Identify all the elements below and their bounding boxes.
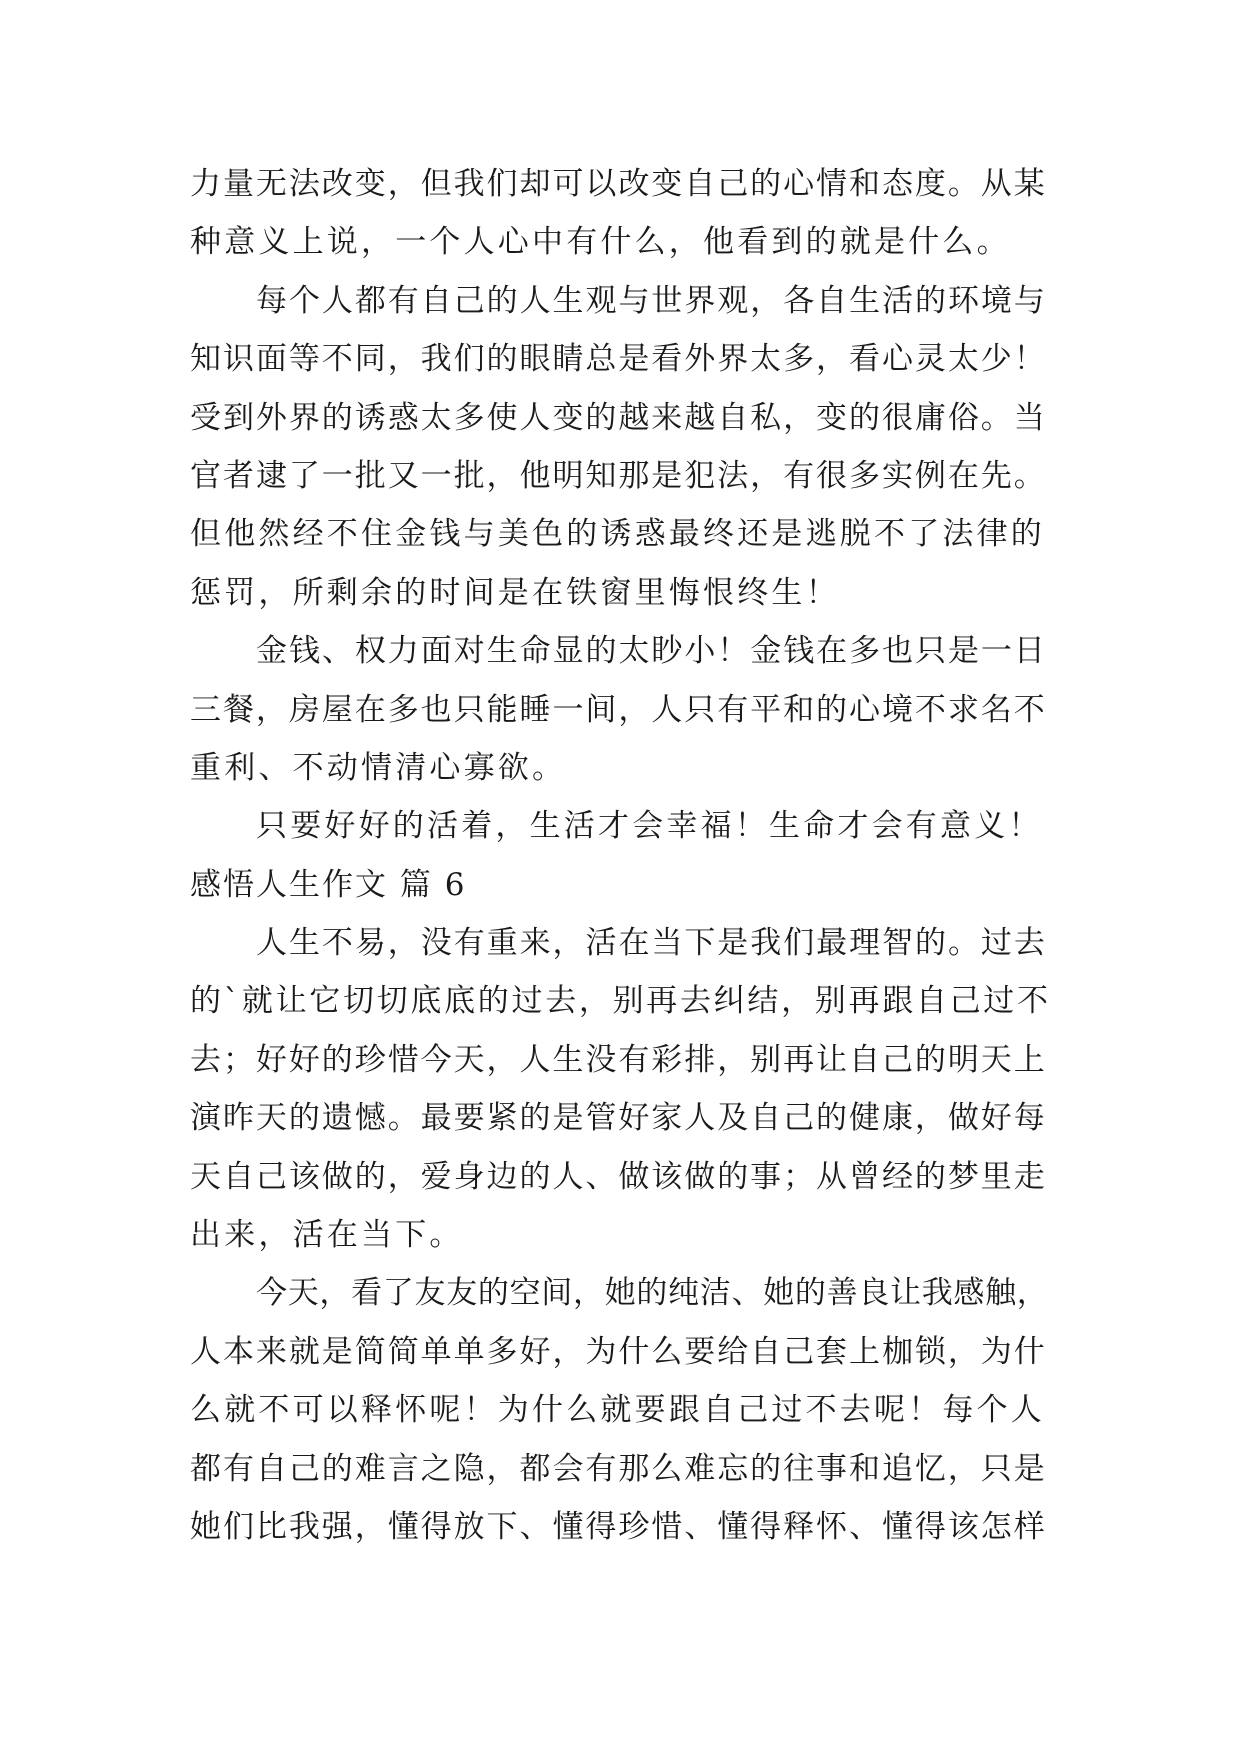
text-line: 官者逮了一批又一批，他明知那是犯法，有很多实例在先。 bbox=[190, 457, 1047, 494]
section-heading: 感悟人生作文 篇 6 bbox=[190, 866, 467, 903]
text-line: 她们比我强，懂得放下、懂得珍惜、懂得释怀、懂得该怎样 bbox=[190, 1508, 1047, 1545]
text-line: 知识面等不同，我们的眼睛总是看外界太多，看心灵太少！ bbox=[190, 341, 1047, 378]
text-line: 天自己该做的，爱身边的人、做该做的事；从曾经的梦里走 bbox=[190, 1158, 1047, 1195]
text-line: 演昨天的遗憾。最要紧的是管好家人及自己的健康，做好每 bbox=[190, 1100, 1047, 1137]
text-line: 都有自己的难言之隐，都会有那么难忘的往事和追忆，只是 bbox=[190, 1450, 1047, 1487]
text-line: 重利、不动情清心寡欲。 bbox=[190, 749, 567, 786]
text-line: 人本来就是简简单单多好，为什么要给自己套上枷锁，为什 bbox=[190, 1333, 1047, 1370]
text-line: 惩罚，所剩余的时间是在铁窗里悔恨终生！ bbox=[190, 574, 840, 611]
text-line: 但他然经不住金钱与美色的诱惑最终还是逃脱不了法律的 bbox=[190, 516, 1045, 553]
paragraph-start-line: 金钱、权力面对生命显的太眇小！金钱在多也只是一日 bbox=[256, 633, 1047, 670]
text-line: 么就不可以释怀呢！为什么就要跟自己过不去呢！每个人 bbox=[190, 1392, 1045, 1429]
text-line: 去；好好的珍惜今天，人生没有彩排，别再让自己的明天上 bbox=[190, 1041, 1047, 1078]
text-line: 受到外界的诱惑太多使人变的越来越自私，变的很庸俗。当 bbox=[190, 399, 1047, 436]
text-line: 三餐，房屋在多也只能睡一间，人只有平和的心境不求名不 bbox=[190, 691, 1047, 728]
document-body bbox=[190, 155, 1052, 1556]
text-line: 出来，活在当下。 bbox=[190, 1217, 464, 1254]
text-line: 力量无法改变，但我们却可以改变自己的心情和态度。从某 bbox=[190, 166, 1047, 202]
paragraph-start-line: 今天，看了友友的空间，她的纯洁、她的善良让我感触， bbox=[256, 1275, 1049, 1312]
paragraph-start-line: 只要好好的活着，生活才会幸福！生命才会有意义！ bbox=[256, 808, 1043, 845]
paragraph-start-line: 人生不易，没有重来，活在当下是我们最理智的。过去 bbox=[256, 925, 1047, 962]
text-line: 种意义上说，一个人心中有什么，他看到的就是什么。 bbox=[190, 224, 1011, 261]
text-line: 的`就让它切切底底的过去，别再去纠结，别再跟自己过不 bbox=[190, 983, 1051, 1020]
paragraph-start-line: 每个人都有自己的人生观与世界观，各自生活的环境与 bbox=[256, 282, 1047, 319]
